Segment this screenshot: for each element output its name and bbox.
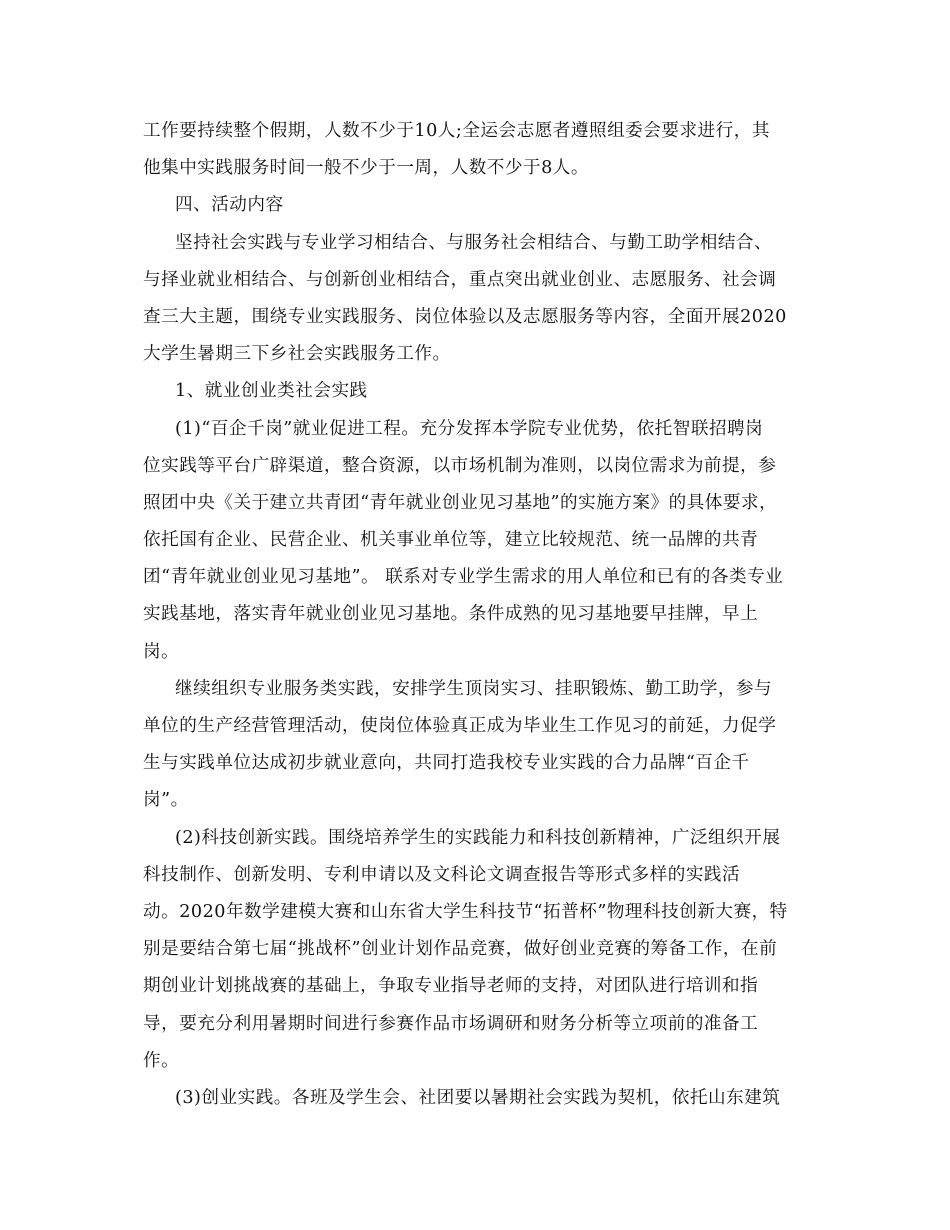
text-line: 查三大主题，围绕专业实践服务、岗位体验以及志愿服务等内容，全面开展2020 [143, 306, 787, 327]
text-line: 大学生暑期三下乡社会实践服务工作。 [143, 344, 451, 365]
subsection-heading: 1、就业创业类社会实践 [175, 381, 368, 402]
text-line: 照团中央《关于建立共青团“青年就业创业见习基地”的实施方案》的具体要求， [143, 492, 778, 513]
text-line: 别是要结合第七届“挑战杯”创业计划作品竞赛，做好创业竞赛的筹备工作，在前 [143, 939, 778, 960]
text-line: 导，要充分利用暑期时间进行参赛作品市场调研和财务分析等立项前的准备工 [143, 1013, 759, 1034]
text-line: 坚持社会实践与专业学习相结合、与服务社会相结合、与勤工助学相结合、 [175, 232, 773, 253]
text-line: 单位的生产经营管理活动，使岗位体验真正成为毕业生工作见习的前延，力促学 [143, 716, 777, 736]
text-line: 生与实践单位达成初步就业意向，共同打造我校专业实践的合力品牌“百企千 [143, 753, 750, 774]
text-line: 科技制作、创新发明、专利申请以及文科论文调查报告等形式多样的实践活 [143, 864, 741, 885]
text-line: 期创业计划挑战赛的基础上，争取专业指导老师的支持，对团队进行培训和指 [143, 976, 759, 997]
text-line: (2)科技创新实践。围绕培养学生的实践能力和科技创新精神，广泛组织开展 [175, 827, 781, 848]
text-line: 位实践等平台广辟渠道，整合资源，以市场机制为准则，以岗位需求为前提，参 [143, 455, 777, 476]
text-line: 他集中实践服务时间一般不少于一周，人数不少于8人。 [143, 158, 589, 179]
text-line: 动。2020年数学建模大赛和山东省大学生科技节“拓普杯”物理科技创新大赛，特 [143, 901, 788, 922]
text-line: (1)“百企千岗”就业促进工程。充分发挥本学院专业优势，依托智联招聘岗 [175, 418, 764, 439]
text-line: 团“青年就业创业见习基地”。 联系对专业学生需求的用人单位和已有的各类专业 [143, 567, 784, 588]
document-body [143, 113, 807, 1117]
text-line: 作。 [143, 1050, 180, 1071]
text-line: 岗”。 [143, 790, 189, 811]
text-line: (3)创业实践。各班及学生会、社团要以暑期社会实践为契机，依托山东建筑 [175, 1087, 781, 1108]
text-line: 与择业就业相结合、与创新创业相结合，重点突出就业创业、志愿服务、社会调 [143, 269, 777, 290]
text-line: 岗。 [143, 641, 180, 662]
section-heading: 四、活动内容 [175, 195, 284, 216]
text-line: 依托国有企业、民营企业、机关事业单位等，建立比较规范、统一品牌的共青 [143, 530, 759, 551]
text-line: 继续组织专业服务类实践，安排学生顶岗实习、挂职锻炼、勤工助学，参与 [175, 678, 773, 699]
text-line: 工作要持续整个假期，人数不少于10人;全运会志愿者遵照组委会要求进行，其 [143, 121, 770, 141]
text-line: 实践基地，落实青年就业创业见习基地。条件成熟的见习基地要早挂牌，早上 [143, 604, 759, 625]
